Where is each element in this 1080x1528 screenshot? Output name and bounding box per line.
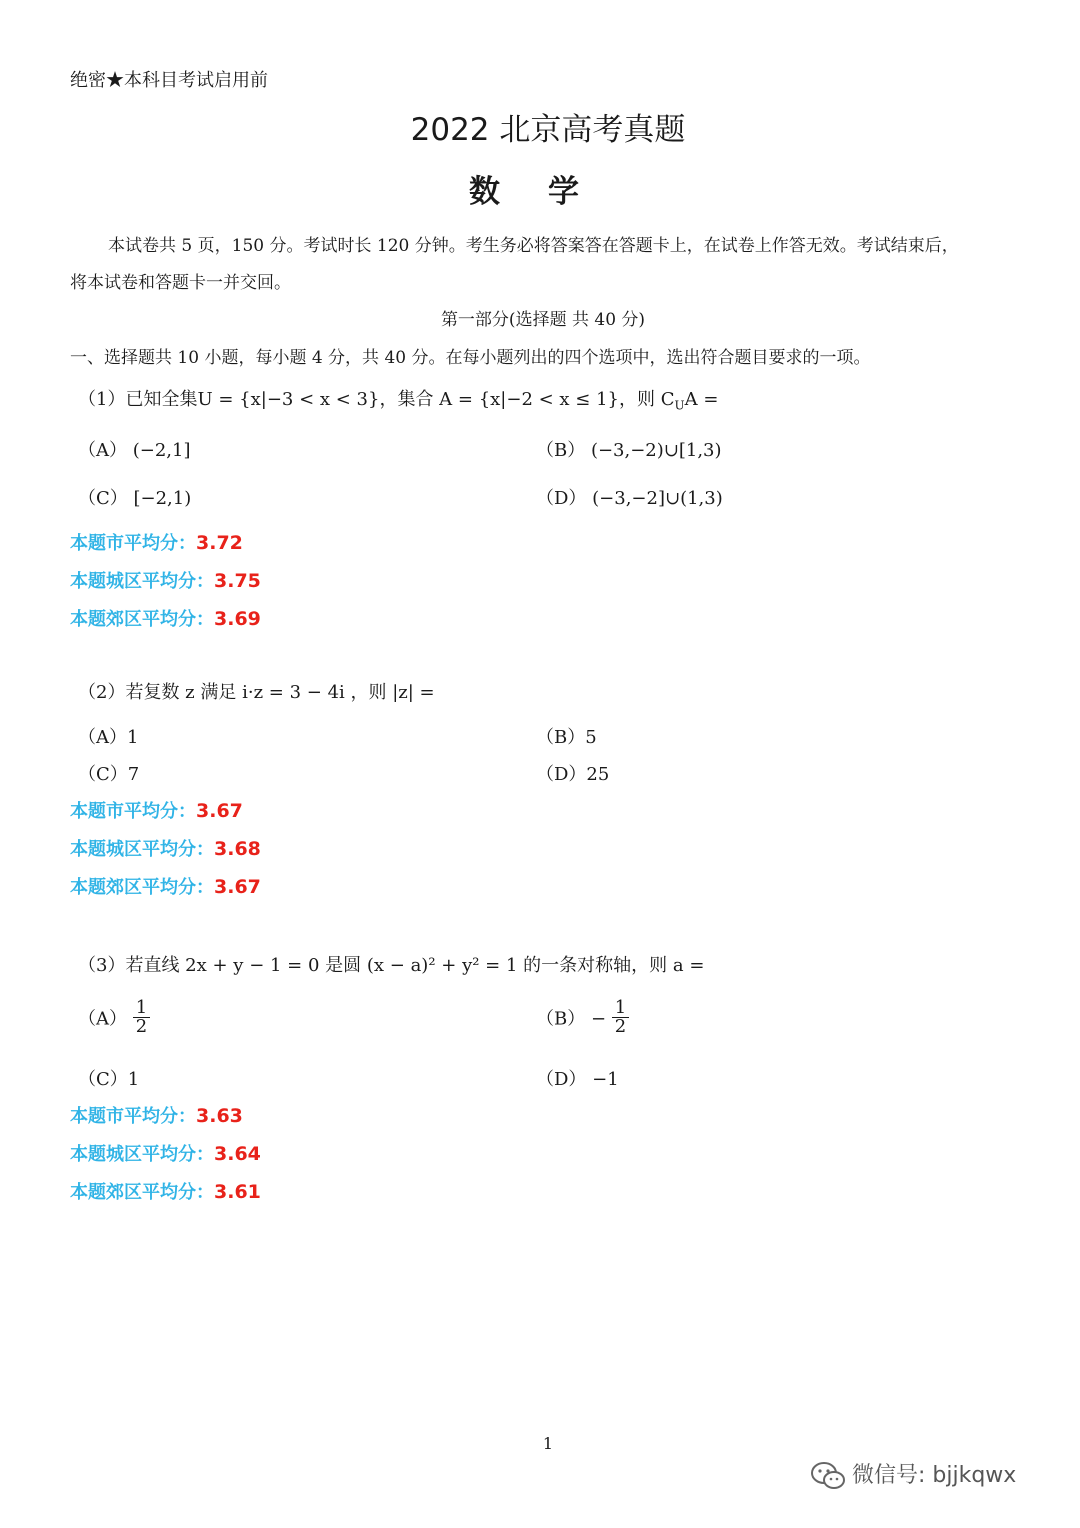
- question-1-option-b: （B） (−3,−2)∪[1,3): [536, 440, 722, 461]
- question-3-option-a: （A） $\frac{1}{2}$: [78, 999, 150, 1036]
- question-2-option-c: （C）7: [78, 764, 140, 785]
- page-number: 1: [542, 1434, 554, 1453]
- watermark: 微信号: bjjkqwx: [810, 1458, 1016, 1491]
- question-1-urban-average: 本题城区平均分：3.75: [70, 570, 261, 592]
- wechat-icon: [810, 1461, 846, 1491]
- question-3-urban-average: 本题城区平均分：3.64: [70, 1143, 261, 1165]
- intro-line-2: 将本试卷和答题卡一并交回。: [70, 273, 291, 293]
- part-title: 第一部分(选择题 共 40 分): [440, 310, 646, 330]
- question-3-city-average: 本题市平均分：3.63: [70, 1105, 243, 1127]
- question-1-stem: （1）已知全集U = {x|−3 < x < 3}，集合 A = {x|−2 < x ≤ 1}，则 $C_UA$ =: [78, 389, 719, 413]
- question-3-option-c: （C）1: [78, 1069, 140, 1090]
- exam-title: 2022 北京高考真题: [410, 112, 686, 148]
- intro-line-1: 本试卷共 5 页，150 分。考试时长 120 分钟。考生务必将答案答在答题卡上，在试卷上作答无效。考试结束后，: [108, 236, 959, 256]
- question-1-option-d: （D） (−3,−2]∪(1,3): [536, 488, 723, 509]
- question-2-stem: （2）若复数 z 满足 i·z = 3 − 4i ，则 |z| =: [78, 682, 435, 703]
- section-title: 一、选择题共 10 小题，每小题 4 分，共 40 分。在每小题列出的四个选项中，选出符合题目要求的一项。: [70, 348, 871, 368]
- question-2-option-a: （A）1: [78, 727, 139, 748]
- subject-title: 数学: [469, 174, 627, 210]
- confidential-label: 绝密★本科目考试启用前: [70, 70, 268, 91]
- question-3-stem: （3）若直线 2x + y − 1 = 0 是圆 (x − a)² + y² = 1 的一条对称轴，则 a =: [78, 955, 705, 976]
- question-1-city-average: 本题市平均分：3.72: [70, 532, 243, 554]
- question-1-option-c: （C） [−2,1): [78, 488, 192, 509]
- question-2-city-average: 本题市平均分：3.67: [70, 800, 243, 822]
- question-2-option-b: （B）5: [536, 727, 597, 748]
- question-1-suburb-average: 本题郊区平均分：3.69: [70, 608, 261, 630]
- question-3-option-d: （D） −1: [536, 1069, 619, 1090]
- question-2-suburb-average: 本题郊区平均分：3.67: [70, 876, 261, 898]
- question-2-urban-average: 本题城区平均分：3.68: [70, 838, 261, 860]
- fraction-one-half: $\frac{1}{2}$: [133, 999, 150, 1036]
- question-1-option-a: （A） (−2,1]: [78, 440, 191, 461]
- question-3-option-b: （B） − $\frac{1}{2}$: [536, 999, 629, 1036]
- fraction-one-half: $\frac{1}{2}$: [612, 999, 629, 1036]
- question-2-option-d: （D）25: [536, 764, 610, 785]
- question-3-suburb-average: 本题郊区平均分：3.61: [70, 1181, 261, 1203]
